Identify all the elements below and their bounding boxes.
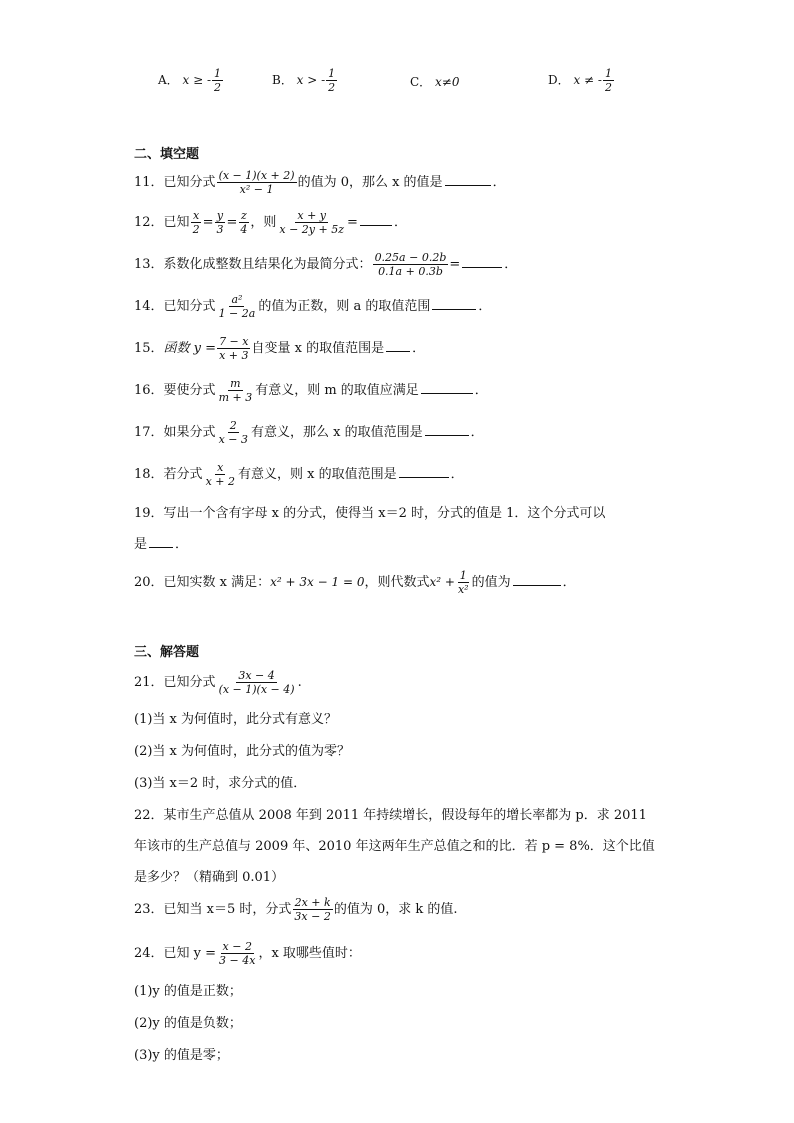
fraction: $\frac{y}{3}$ — [216, 209, 224, 236]
fraction: $\frac{1}{\text{x²}}$ — [457, 569, 469, 596]
question-22-line2: 年该市的生产总值与 2009 年、2010 年这两年生产总值之和的比．若 p = 8%．这个比值 — [134, 839, 655, 854]
question-21: 21．已知分式 $\frac{3x - 4}{(x - 1)(x - 4)}$ . — [134, 669, 302, 696]
question-16: 16．要使分式 $\frac{m}{m + 3}$ 有意义，则 m 的取值应满足 ． — [134, 377, 488, 404]
fraction: $\frac{1}{2}$ — [214, 67, 222, 94]
question-24: 24．已知 y = $\frac{x - 2}{3 - 4x}$ ，x 取哪些值时： — [134, 940, 361, 967]
fraction: $\frac{z}{4}$ — [240, 209, 248, 236]
fraction: $\frac{3x - 4}{(x - 1)(x - 4)}$ — [218, 669, 295, 696]
answer-blank — [445, 184, 491, 186]
question-13: 13．系数化成整数且结果化为最简分式： $\frac{0.25a - 0.2b}{0.1a + 0.3b}$ = ． — [134, 251, 518, 278]
question-19-line2: 是 ． — [134, 537, 189, 552]
choice-d: D． x ≠ - $\frac{1}{2}$ — [548, 67, 612, 94]
question-21-part3: (3)当 x＝2 时，求分式的值． — [134, 776, 307, 791]
fraction: $\frac{2x + k}{3x - 2}$ — [294, 896, 331, 923]
question-23: 23．已知当 x＝5 时，分式 $\frac{2x + k}{3x - 2}$ 的值为 0，求 k 的值. — [134, 896, 458, 923]
question-24-part2: (2)y 的值是负数； — [134, 1016, 242, 1031]
question-17: 17．如果分式 $\frac{2}{x - 3}$ 有意义，那么 x 的取值范围是 ． — [134, 419, 484, 446]
fraction: $\frac{0.25a - 0.2b}{0.1a + 0.3b}$ — [374, 251, 447, 278]
answer-blank — [421, 392, 473, 394]
answer-blank — [149, 546, 173, 548]
question-21-part1: (1)当 x 为何值时，此分式有意义？ — [134, 712, 338, 727]
answer-blank — [360, 224, 392, 226]
fraction: $\frac{x + y}{x - 2y + 5z}$ — [279, 209, 345, 236]
question-21-part2: (2)当 x 为何值时，此分式的值为零？ — [134, 744, 351, 759]
question-18: 18．若分式 $\frac{x}{x + 2}$ 有意义，则 x 的取值范围是 ． — [134, 461, 464, 488]
fraction: $\frac{2}{x - 3}$ — [218, 419, 248, 446]
section-title-answer: 三、解答题 — [134, 645, 200, 660]
fraction: $\frac{m}{m + 3}$ — [218, 377, 253, 404]
answer-blank — [513, 584, 561, 586]
question-22-line1: 22．某市生产总值从 2008 年到 2011 年持续增长，假设每年的增长率都为 p．求 2011 — [134, 808, 647, 823]
question-14: 14．已知分式 $\frac{\text{a²}}{1 - 2a}$ 的值为正数，则 a 的取值范围 ． — [134, 293, 492, 320]
question-19-line1: 19．写出一个含有字母 x 的分式，使得当 x＝2 时，分式的值是 1．这个分式可以 — [134, 506, 606, 521]
fraction: $\frac{x}{x + 2}$ — [205, 461, 235, 488]
choice-b: B． x > - $\frac{1}{2}$ — [272, 67, 336, 94]
fraction: $\frac{1}{2}$ — [604, 67, 612, 94]
question-15: 15．函数 y = $\frac{7 - x}{x + 3}$ 自变量 x 的取值范围是 ． — [134, 335, 426, 362]
section-title-fill-in: 二、填空题 — [134, 147, 200, 162]
answer-blank — [462, 266, 502, 268]
question-11: 11．已知分式 $\frac{(x - 1)(x + 2)}{\text{x² − 1}}$ 的值为 0，那么 x 的值是 ． — [134, 169, 506, 196]
fraction: $\frac{(x - 1)(x + 2)}{\text{x² − 1}}$ — [218, 169, 295, 196]
choice-c: C． x≠0 — [410, 75, 460, 89]
question-24-part1: (1)y 的值是正数； — [134, 984, 242, 999]
question-20: 20．已知实数 x 满足：x² + 3x − 1 = 0，则代数式x² + $\frac{1}{\text{x²}}$ 的值为 ． — [134, 569, 576, 596]
fraction: $\frac{x - 2}{3 - 4x}$ — [219, 940, 256, 967]
answer-blank — [425, 434, 469, 436]
fraction: $\frac{x}{2}$ — [192, 209, 200, 236]
fraction: $\frac{\text{a²}}{1 - 2a}$ — [218, 293, 256, 320]
fraction: $\frac{7 - x}{x + 3}$ — [219, 335, 249, 362]
answer-blank — [399, 476, 449, 478]
question-24-part3: (3)y 的值是零； — [134, 1048, 229, 1063]
question-12: 12．已知 $\frac{x}{2}$ = $\frac{y}{3}$ = $\frac{z}{4}$ ，则 $\frac{x + y}{x - 2y + 5z}$ = ． — [134, 209, 407, 236]
question-22-line3: 是多少？（精确到 0.01） — [134, 870, 285, 885]
answer-blank — [432, 308, 476, 310]
answer-blank — [386, 350, 410, 352]
choice-a: A． x ≥ - $\frac{1}{2}$ — [158, 67, 222, 94]
fraction: $\frac{1}{2}$ — [328, 67, 336, 94]
